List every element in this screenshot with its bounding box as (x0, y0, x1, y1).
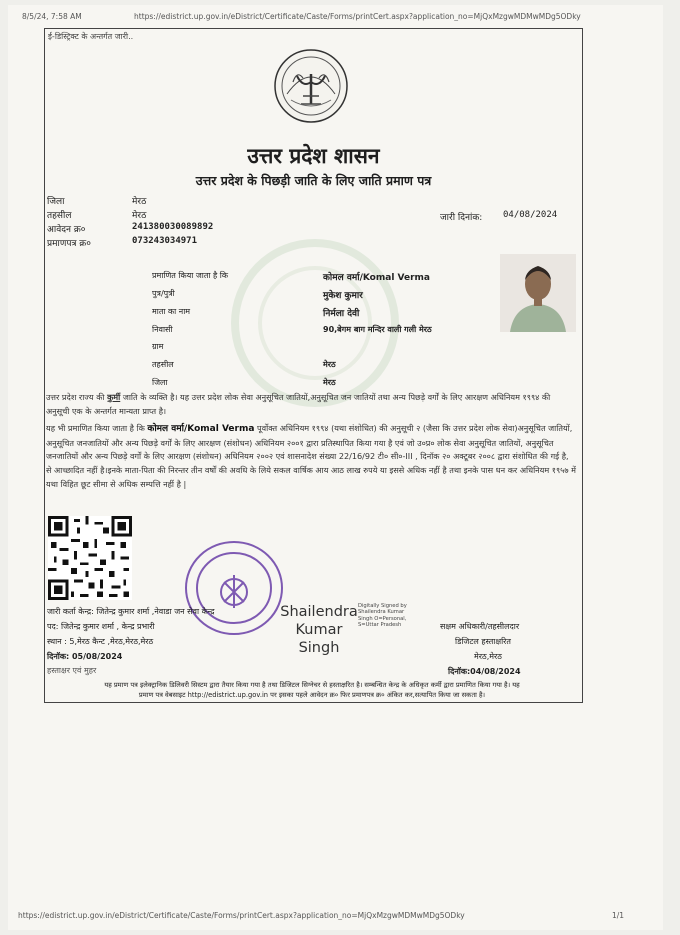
issue-date-label: जारी दिनांक: (440, 213, 483, 223)
paragraph-caste-a: उत्तर प्रदेश राज्य की (46, 392, 105, 402)
signer-name: Shailendra Kumar Singh (280, 604, 358, 656)
paragraph-caste (46, 391, 576, 418)
father-name: मुकेश कुमार (323, 291, 363, 301)
district-detail-value: मेरठ (323, 378, 336, 387)
watermark-seal-icon (230, 238, 400, 408)
up-emblem-icon (273, 48, 349, 124)
issue-date-value: 04/08/2024 (503, 210, 558, 220)
district-label: जिला (47, 197, 65, 207)
caste-name: कुर्मी (107, 392, 121, 402)
print-url-header: https://edistrict.up.gov.in/eDistrict/Certificate/Caste/Forms/printCert.aspx?application_no=MjQxMzgwMDMwMDg5ODky (134, 12, 581, 21)
issuer-sign-label: हस्ताक्षर एवं मुहर (47, 666, 97, 675)
certificate-no-value: 073243034971 (132, 236, 198, 246)
print-timestamp: 8/5/24, 7:58 AM (22, 12, 82, 21)
paragraph-creamy-layer (46, 422, 576, 492)
tehsil-detail-value: मेरठ (323, 360, 336, 369)
authority-place: मेरठ,मेरठ (474, 652, 502, 661)
print-page-number: 1/1 (612, 911, 625, 920)
application-no-label: आवेदन क्र० (47, 225, 86, 235)
paragraph-creamy-b: पूर्वोक्त अधिनियम १९९४ (यथा संशोधित) की अनुसूची २ (जैसा कि उत्तर प्रदेश लोक सेवा)अनुसूचित जातियों, अनुसूचित जनजातियों और अन्य पिछड़े वर्गों के लिए आरक्षण (संशोधन) अधिनियम २००१ द्वारा प्रतिस्थापित किया गया है एवं जो उ०प्र० लोक सेवा अनुसूचित जातियों, अनुसूचित जनजातियों और अन्य पिछड़े वर्गों के लिए आरक्षण (संशोधन) अधिनियम २००२ एवं शासनादेश संख्या 22/16/92 टी० सी०-III , दिनॉक २० अक्टूबर २००८ द्वारा संशोधित की गई है, से आच्छादित नहीं है।इनके माता-पिता की निरन्तर तीन वर्षों की अवधि के लिये सकल वार्षिक आय आठ लाख रुपये या इससे अधिक नहीं है तथा इनके पास धन कर अधिनियम १९५७ में यथा विहित छूट सीमा से अधिक सम्पत्ति नहीं है | (46, 423, 577, 489)
district-value: मेरठ (132, 197, 147, 207)
person-photo-icon (500, 254, 576, 332)
footer-line-2: प्रमाण पत्र वेबसाइट http://edistrict.up.gov.in पर इसका पहले आवेदन क्र० फिर प्रमाणपत्र क्र० अंकित कर,सत्यापित किया जा सकता है। (138, 691, 486, 699)
signer-note-line: Singh O=Personal, (358, 615, 407, 622)
certificate-no-label: प्रमाणपत्र क्र० (47, 239, 91, 249)
issuer-center: जारी कर्ता केन्द्र: जितेन्द्र कुमार शर्मा ,नेवाडा जन सेवा केन्द्र (47, 607, 215, 616)
tehsil-value: मेरठ (132, 211, 147, 221)
authority-sign: डिजिटल हस्ताक्षरित (455, 637, 511, 646)
paragraph-creamy-a: यह भी प्रमाणित किया जाता है कि (46, 423, 145, 433)
holder-photo (500, 254, 576, 332)
footer-line-1: यह प्रमाण पत्र इलेक्ट्रानिक डिलिवरी सिस्टम द्वारा तैयार किया गया है तथा डिजिटल सिग्नेचर से हस्ताक्षरित है। सम्बन्धित केन्द्र के अधिकृत कर्मी द्वारा प्रमाणित किया गया है। यह (104, 681, 520, 689)
mother-name: निर्मला देवी (323, 309, 360, 319)
paragraph-caste-b: जाति के व्यक्ति है। यह उत्तर प्रदेश लोक सेवा अनुसूचित जातियों,अनुसूचित जन जातियों तथा अन्य पिछड़े वर्गों के लिए आरक्षण अधिनियम १९९४ की अनुसूची एक के अन्तर्गत मान्यता प्राप्त है। (46, 392, 551, 416)
signer-note-line: Shailendra Kumar (358, 609, 405, 616)
village-label: ग्राम (152, 342, 164, 351)
relation-label: पुत्र/पुत्री (152, 289, 175, 298)
holder-name: कोमल वर्मा/Komal Verma (323, 273, 430, 283)
resident-address: 90,बेगम बाग मन्दिर वाली गली मेरठ (323, 325, 432, 334)
certify-intro: प्रमाणित किया जाता है कि (152, 271, 229, 280)
print-url-footer: https://edistrict.up.gov.in/eDistrict/Certificate/Caste/Forms/printCert.aspx?application_no=MjQxMzgwMDMwMDg5ODky (18, 911, 465, 920)
resident-label: निवासी (152, 325, 173, 334)
signer-note-line: Digitally Signed by (358, 603, 407, 609)
qr-code-icon (48, 516, 132, 600)
holder-name-inline: कोमल वर्मा/Komal Verma (147, 424, 255, 434)
issuer-post: पद: जितेन्द्र कुमार शर्मा , केन्द्र प्रभारी (47, 622, 155, 631)
authority-date: दिनॉक:04/08/2024 (448, 667, 521, 676)
signer-note (358, 603, 407, 629)
tehsil-detail-label: तहसील (152, 360, 174, 369)
issuer-date: दिनॉक: 05/08/2024 (47, 652, 123, 661)
district-detail-label: जिला (152, 378, 168, 387)
mother-label: माता का नाम (152, 307, 191, 316)
application-no-value: 241380030089892 (132, 222, 214, 232)
tehsil-label: तहसील (47, 211, 72, 221)
signer-note-line: S=Uttar Pradesh (358, 622, 402, 629)
certificate-title: उत्तर प्रदेश के पिछड़ी जाति के लिए जाति प्रमाण पत्र (195, 173, 432, 188)
authority-title: सक्षम अधिकारी/तहसीलदार (440, 622, 520, 631)
digitized-note: ई-डिस्ट्रिक्ट के अन्तर्गत जारी.. (48, 32, 134, 41)
issuer-place: स्थान : 5,मेरठ कैन्ट ,मेरठ,मेरठ,मेरठ (47, 637, 154, 646)
gov-title: उत्तर प्रदेश शासन (247, 144, 380, 168)
official-stamp-icon (180, 536, 288, 640)
